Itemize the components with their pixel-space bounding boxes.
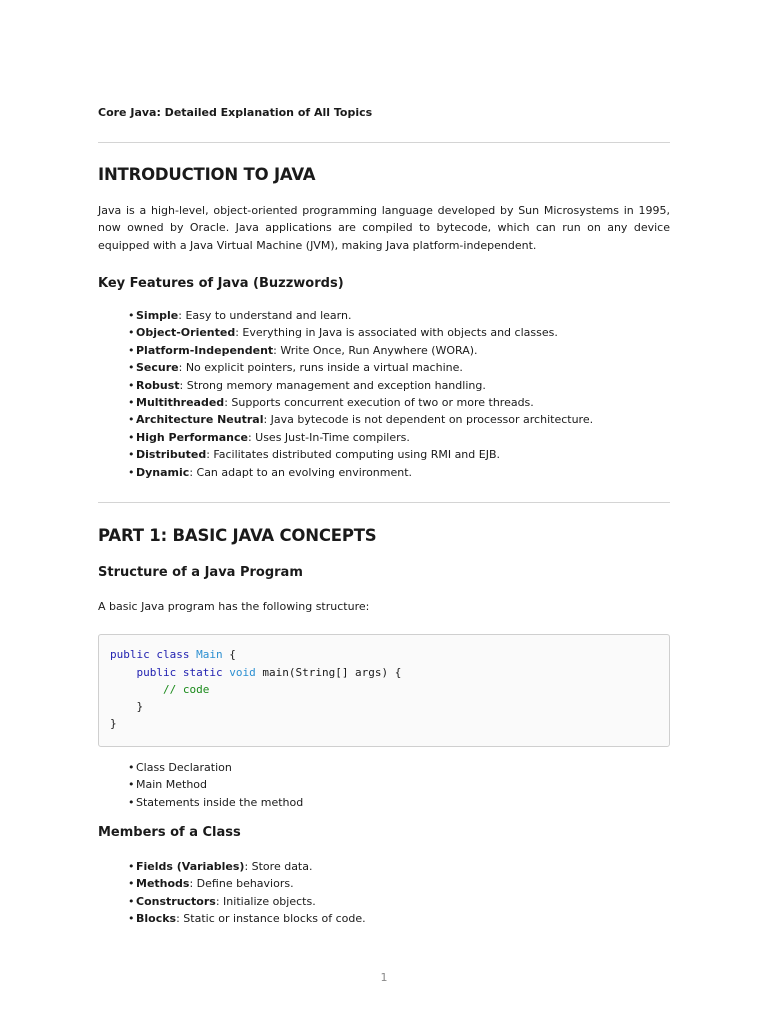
- list-item: • Statements inside the method: [128, 794, 303, 811]
- bullet-icon: •: [128, 860, 135, 873]
- bullet-icon: •: [128, 309, 135, 322]
- members-list: [128, 858, 366, 928]
- code-line: public class Main {: [110, 648, 236, 661]
- list-item: • Simple: Easy to understand and learn.: [128, 307, 593, 324]
- subheading-structure: Structure of a Java Program: [98, 565, 303, 580]
- subheading-members: Members of a Class: [98, 825, 241, 840]
- section-heading-part1: PART 1: BASIC JAVA CONCEPTS: [98, 526, 377, 545]
- list-item: • Architecture Neutral: Java bytecode is not dependent on processor architecture.: [128, 411, 593, 428]
- bullet-icon: •: [128, 361, 135, 375]
- page-number: 1: [380, 971, 388, 984]
- document-title: Core Java: Detailed Explanation of All Topics: [98, 106, 373, 119]
- bullet-icon: •: [128, 378, 135, 392]
- section-heading-intro: INTRODUCTION TO JAVA: [98, 165, 316, 184]
- list-item: • Secure: No explicit pointers, runs inside a virtual machine.: [128, 359, 593, 376]
- list-item: • Class Declaration: [128, 759, 303, 776]
- bullet-icon: •: [128, 413, 135, 427]
- list-item: • Methods: Define behaviors.: [128, 875, 366, 892]
- code-line: }: [110, 717, 117, 730]
- structure-intro-text: A basic Java program has the following structure:: [98, 600, 370, 613]
- subheading-key-features: Key Features of Java (Buzzwords): [98, 276, 344, 291]
- divider: [98, 142, 670, 143]
- list-item: • Constructors: Initialize objects.: [128, 893, 366, 910]
- list-item: • Distributed: Facilitates distributed computing using RMI and EJB.: [128, 446, 593, 463]
- bullet-icon: •: [128, 343, 135, 357]
- list-item: • Multithreaded: Supports concurrent execution of two or more threads.: [128, 394, 593, 411]
- structure-list: [128, 759, 303, 811]
- bullet-icon: •: [128, 326, 135, 340]
- intro-paragraph: Java is a high-level, object-oriented programming language developed by Sun Microsystems in 1995, now owned by Oracle. Java applications are compiled to bytecode, which can run on any device equipped with a Java Virtual Machine (JVM), making Java platform-independent.: [98, 204, 670, 252]
- list-item: • Fields (Variables): Store data.: [128, 858, 366, 875]
- bullet-icon: •: [128, 894, 135, 908]
- divider: [98, 502, 670, 503]
- code-line: }: [136, 700, 144, 713]
- list-item: • High Performance: Uses Just-In-Time compilers.: [128, 429, 593, 446]
- list-item: • Dynamic: Can adapt to an evolving environment.: [128, 464, 593, 481]
- bullet-icon: •: [128, 778, 135, 792]
- bullet-icon: •: [128, 430, 135, 444]
- code-line: public static void main(String[] args) {: [136, 666, 402, 679]
- bullet-icon: •: [128, 465, 135, 479]
- list-item: • Robust: Strong memory management and exception handling.: [128, 377, 593, 394]
- bullet-icon: •: [128, 448, 135, 462]
- bullet-icon: •: [128, 877, 135, 891]
- list-item: • Main Method: [128, 776, 303, 793]
- bullet-icon: •: [128, 795, 135, 809]
- bullet-icon: •: [128, 761, 135, 774]
- list-item: • Platform-Independent: Write Once, Run Anywhere (WORA).: [128, 342, 593, 359]
- list-item: • Blocks: Static or instance blocks of code.: [128, 910, 366, 927]
- bullet-icon: •: [128, 395, 135, 409]
- code-block: [98, 634, 670, 747]
- features-list: [128, 307, 593, 481]
- code-line: // code: [162, 683, 210, 696]
- bullet-icon: •: [128, 912, 135, 926]
- list-item: • Object-Oriented: Everything in Java is associated with objects and classes.: [128, 324, 593, 341]
